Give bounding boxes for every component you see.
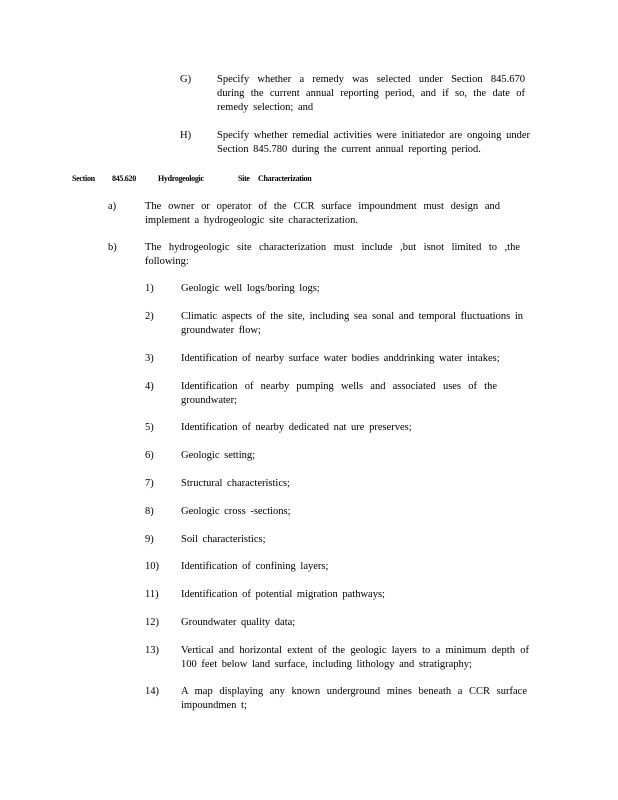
- list-item: [145, 477, 535, 493]
- list-item-text: Groundwater quality data;: [181, 617, 296, 628]
- list-item-text: Vertical and horizontal extent of the geologic layers to a minimum depth of 100 feet below land surface, including lithology and stratigraphy;: [181, 645, 529, 670]
- continuation-item-h: [180, 129, 530, 159]
- list-item: [145, 449, 535, 465]
- list-item-label: 3): [145, 353, 154, 364]
- list-item-label: 13): [145, 645, 159, 656]
- list-item: [145, 352, 535, 368]
- list-item-text: Soil characteristics;: [181, 534, 266, 545]
- list-item-label: 8): [145, 506, 154, 517]
- item-text: Specify whether remedial activities were initiatedor are ongoing under Section 845.780 during the current annual reporting period.: [217, 130, 530, 155]
- list-item-label: 9): [145, 534, 154, 545]
- subsection-a: [108, 200, 503, 230]
- list-item-text: Identification of potential migration pathways;: [181, 589, 385, 600]
- continuation-item-g: [180, 73, 530, 117]
- list-item-label: 12): [145, 617, 159, 628]
- list-item: [145, 685, 535, 715]
- section-title-part2: Site: [238, 174, 250, 183]
- subsection-text: The owner or operator of the CCR surface impoundment must design and implement a hydrogeologic site characterization.: [145, 201, 500, 226]
- list-item-text: Identification of nearby pumping wells and associated uses of the groundwater;: [181, 381, 497, 406]
- list-item: [145, 505, 535, 521]
- list-item: [145, 533, 535, 549]
- item-label: G): [180, 74, 192, 85]
- list-item-label: 4): [145, 381, 154, 392]
- list-item-label: 1): [145, 283, 154, 294]
- list-item-text: Geologic well logs/boring logs;: [181, 283, 320, 294]
- list-item: [145, 380, 535, 410]
- item-label: H): [180, 130, 192, 141]
- list-item-text: Geologic setting;: [181, 450, 256, 461]
- section-title-part1: Hydrogeologic: [158, 174, 204, 183]
- list-item-label: 5): [145, 422, 154, 433]
- subsection-b: [108, 241, 523, 271]
- list-item: [145, 616, 535, 632]
- list-item-text: Identification of confining layers;: [181, 561, 329, 572]
- list-item: [145, 560, 535, 576]
- section-word: Section: [72, 174, 95, 183]
- list-item: [145, 588, 535, 604]
- list-item-text: Identification of nearby dedicated nat ure preserves;: [181, 422, 412, 433]
- list-item-label: 10): [145, 561, 159, 572]
- list-item-label: 7): [145, 478, 154, 489]
- list-item-text: A map displaying any known underground mines beneath a CCR surface impoundmen t;: [181, 686, 527, 711]
- list-item-label: 14): [145, 686, 159, 697]
- list-item: [145, 644, 535, 674]
- list-item: [145, 310, 535, 340]
- list-item-text: Structural characteristics;: [181, 478, 290, 489]
- list-item-label: 11): [145, 589, 159, 600]
- subsection-label: b): [108, 242, 117, 253]
- subsection-label: a): [108, 201, 117, 212]
- item-text: Specify whether a remedy was selected under Section 845.670 during the current annual reporting period, and if so, the date of remedy selection; and: [217, 74, 525, 113]
- section-title-part3: Characterization: [258, 174, 312, 183]
- list-item: [145, 282, 535, 298]
- subsection-text: The hydrogeologic site characterization must include ,but isnot limited to ,the following:: [145, 242, 520, 267]
- list-item-text: Identification of nearby surface water bodies anddrinking water intakes;: [181, 353, 500, 364]
- section-number: 845.620: [112, 174, 136, 183]
- list-item-label: 2): [145, 311, 154, 322]
- list-item-text: Geologic cross -sections;: [181, 506, 291, 517]
- list-item: [145, 421, 535, 437]
- list-item-label: 6): [145, 450, 154, 461]
- list-item-text: Climatic aspects of the site, including sea sonal and temporal fluctuations in groundwater flow;: [181, 311, 523, 336]
